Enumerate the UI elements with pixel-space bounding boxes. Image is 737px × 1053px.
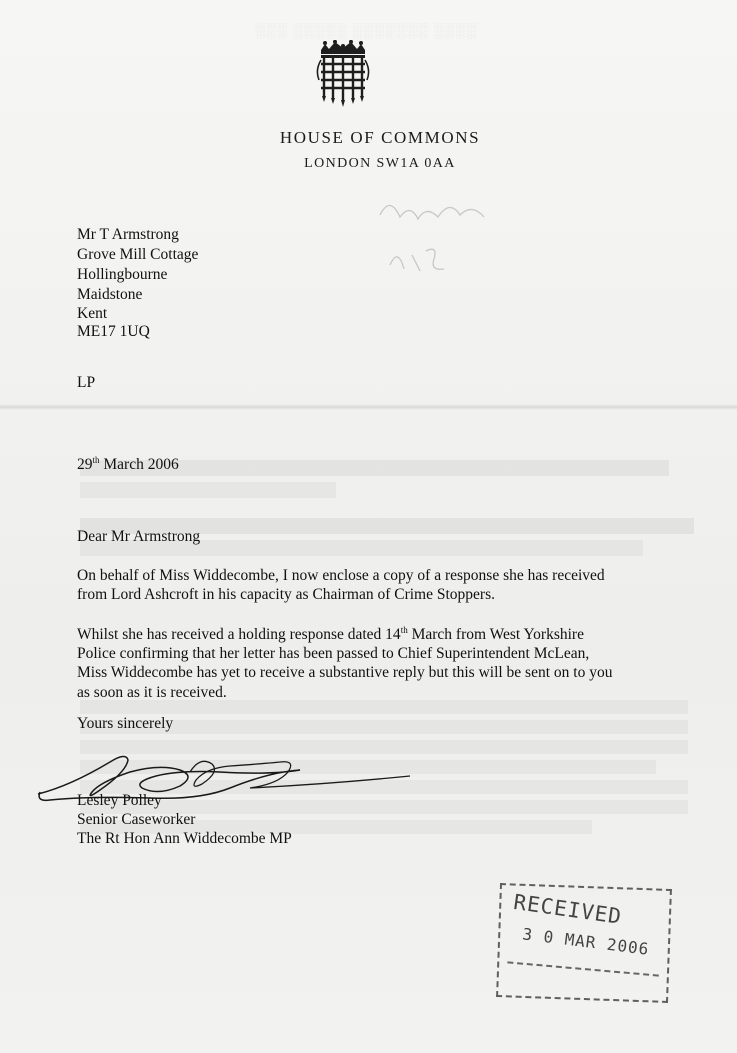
paragraph-holding-response [77, 625, 612, 702]
paragraph-line: On behalf of Miss Widdecombe, I now enclose a copy of a response she has received [77, 567, 605, 584]
stamp-label: RECEIVED [512, 889, 624, 929]
portcullis-emblem-icon [315, 40, 371, 110]
recipient-line: Hollingbourne [77, 266, 168, 283]
sender-office: The Rt Hon Ann Widdecombe MP [77, 830, 292, 847]
received-stamp [496, 883, 672, 1003]
letterhead-name: HOUSE OF COMMONS [279, 128, 481, 147]
paragraph-line: Police confirming that her letter has been passed to Chief Superintendent McLean, [77, 645, 590, 663]
recipient-line: Kent [77, 305, 108, 322]
date-day: 29 [77, 456, 93, 473]
handwritten-annotation [360, 185, 500, 295]
recipient-line: Maidstone [77, 286, 143, 303]
recipient-line: Grove Mill Cottage [77, 246, 199, 263]
stamp-signature-line [507, 961, 659, 976]
paragraph-line: from Lord Ashcroft in his capacity as Chairman of Crime Stoppers. [77, 586, 495, 604]
paragraph-enclosure [77, 566, 605, 604]
letter-date [77, 455, 179, 475]
paragraph-line-part: Whilst she has received a holding response dated 14 [77, 626, 401, 643]
letterhead-address: LONDON SW1A 0AA [304, 156, 456, 171]
closing: Yours sincerely [77, 715, 174, 732]
recipient-line: Mr T Armstrong [77, 226, 179, 243]
sender-name: Lesley Polley [77, 792, 162, 809]
stamp-date: 3 0 MAR 2006 [521, 924, 651, 959]
paragraph-line: as soon as it is received. [77, 683, 227, 701]
paragraph-line [77, 625, 612, 644]
paragraph-line-sup: th [400, 624, 408, 635]
show-through-text: ░░░ ░░░░░ ░░░░░░░ ░░░░ [255, 22, 478, 38]
sender-role: Senior Caseworker [77, 811, 196, 828]
date-suffix: th [92, 454, 100, 465]
salutation: Dear Mr Armstrong [77, 528, 201, 545]
reference-code: LP [77, 374, 96, 391]
paper-fold [0, 404, 737, 410]
recipient-line: ME17 1UQ [77, 323, 150, 340]
date-rest: March 2006 [99, 456, 179, 473]
paragraph-line: Miss Widdecombe has yet to receive a substantive reply but this will be sent on to you [77, 664, 613, 682]
paragraph-line-part: March from West Yorkshire [407, 626, 584, 643]
